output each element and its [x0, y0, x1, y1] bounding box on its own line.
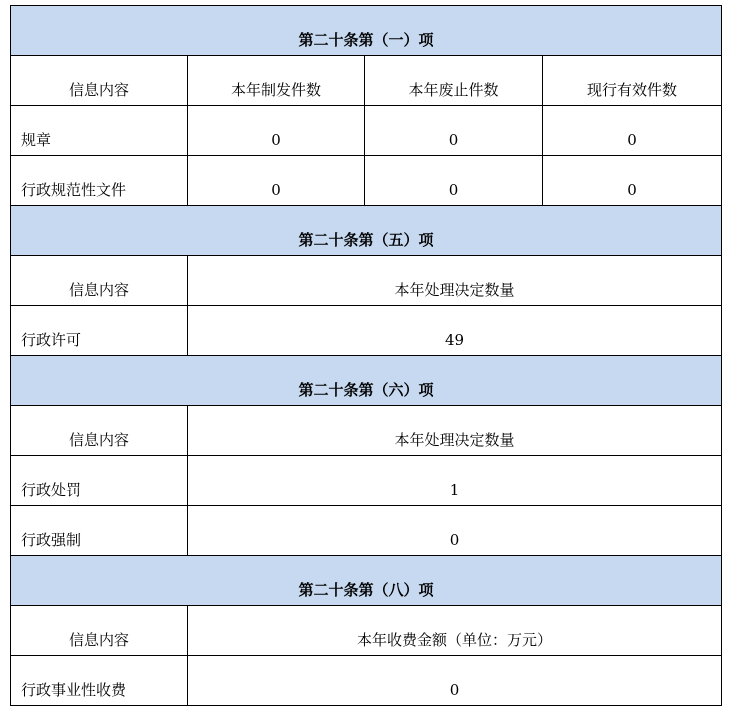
row-value: 0	[627, 181, 637, 199]
table-row	[11, 106, 722, 156]
column-header-info-content: 信息内容	[68, 81, 129, 99]
section-title-cell	[11, 206, 722, 256]
row-value: 0	[448, 131, 459, 149]
row-label-cell	[11, 656, 188, 706]
column-header-fee-amount: 本年收费金额（单位：万元）	[357, 631, 553, 649]
row-label: 行政处罚	[21, 481, 82, 499]
column-header-info-content: 信息内容	[68, 281, 129, 299]
column-header-cell	[11, 56, 188, 106]
column-header-repealed-count: 本年废止件数	[408, 81, 499, 99]
column-header-row	[11, 406, 722, 456]
row-label-cell	[11, 306, 188, 356]
column-header-row	[11, 606, 722, 656]
column-header-decision-count: 本年处理决定数量	[394, 281, 515, 299]
column-header-cell	[365, 56, 543, 106]
row-label-cell	[11, 456, 188, 506]
column-header-cell	[188, 606, 722, 656]
table-row	[11, 156, 722, 206]
value-cell	[365, 156, 543, 206]
section-title-cell	[11, 6, 722, 56]
row-value: 0	[449, 531, 460, 549]
row-value: 0	[448, 181, 459, 199]
column-header-cell	[11, 406, 188, 456]
value-cell	[188, 106, 365, 156]
value-cell	[543, 106, 722, 156]
row-label: 行政规范性文件	[21, 181, 127, 199]
row-label-cell	[11, 156, 188, 206]
row-label-cell	[11, 506, 188, 556]
section-header-row	[11, 556, 722, 606]
section-title-cell	[11, 356, 722, 406]
table-row	[11, 656, 722, 706]
value-cell	[365, 106, 543, 156]
row-value: 0	[271, 131, 281, 149]
row-value: 0	[449, 681, 460, 699]
column-header-effective-count: 现行有效件数	[587, 81, 678, 99]
row-value: 0	[271, 181, 281, 199]
row-label: 行政许可	[21, 331, 82, 349]
section-title-cell	[11, 556, 722, 606]
value-cell	[188, 156, 365, 206]
row-value: 1	[449, 481, 460, 499]
section-header-row	[11, 356, 722, 406]
value-cell	[543, 156, 722, 206]
disclosure-table	[10, 5, 722, 706]
section-title: 第二十条第（六）项	[298, 381, 434, 399]
row-value: 49	[444, 331, 465, 349]
row-label: 行政强制	[21, 531, 82, 549]
column-header-cell	[11, 256, 188, 306]
column-header-issued-count: 本年制发件数	[230, 81, 321, 99]
column-header-decision-count: 本年处理决定数量	[394, 431, 515, 449]
table-row	[11, 506, 722, 556]
row-label-cell	[11, 106, 188, 156]
row-label: 规章	[21, 131, 52, 149]
value-cell	[188, 456, 722, 506]
column-header-cell	[543, 56, 722, 106]
section-header-row	[11, 206, 722, 256]
table-row	[11, 306, 722, 356]
value-cell	[188, 306, 722, 356]
disclosure-table-container	[10, 5, 721, 706]
value-cell	[188, 506, 722, 556]
table-row	[11, 456, 722, 506]
column-header-cell	[11, 606, 188, 656]
column-header-info-content: 信息内容	[68, 631, 129, 649]
column-header-cell	[188, 406, 722, 456]
column-header-info-content: 信息内容	[68, 431, 129, 449]
column-header-cell	[188, 56, 365, 106]
section-title: 第二十条第（五）项	[298, 231, 434, 249]
section-title: 第二十条第（八）项	[298, 581, 434, 599]
value-cell	[188, 656, 722, 706]
row-value: 0	[627, 131, 637, 149]
column-header-row	[11, 256, 722, 306]
column-header-row	[11, 56, 722, 106]
section-title: 第二十条第（一）项	[298, 31, 434, 49]
column-header-cell	[188, 256, 722, 306]
row-label: 行政事业性收费	[21, 681, 127, 699]
section-header-row	[11, 6, 722, 56]
